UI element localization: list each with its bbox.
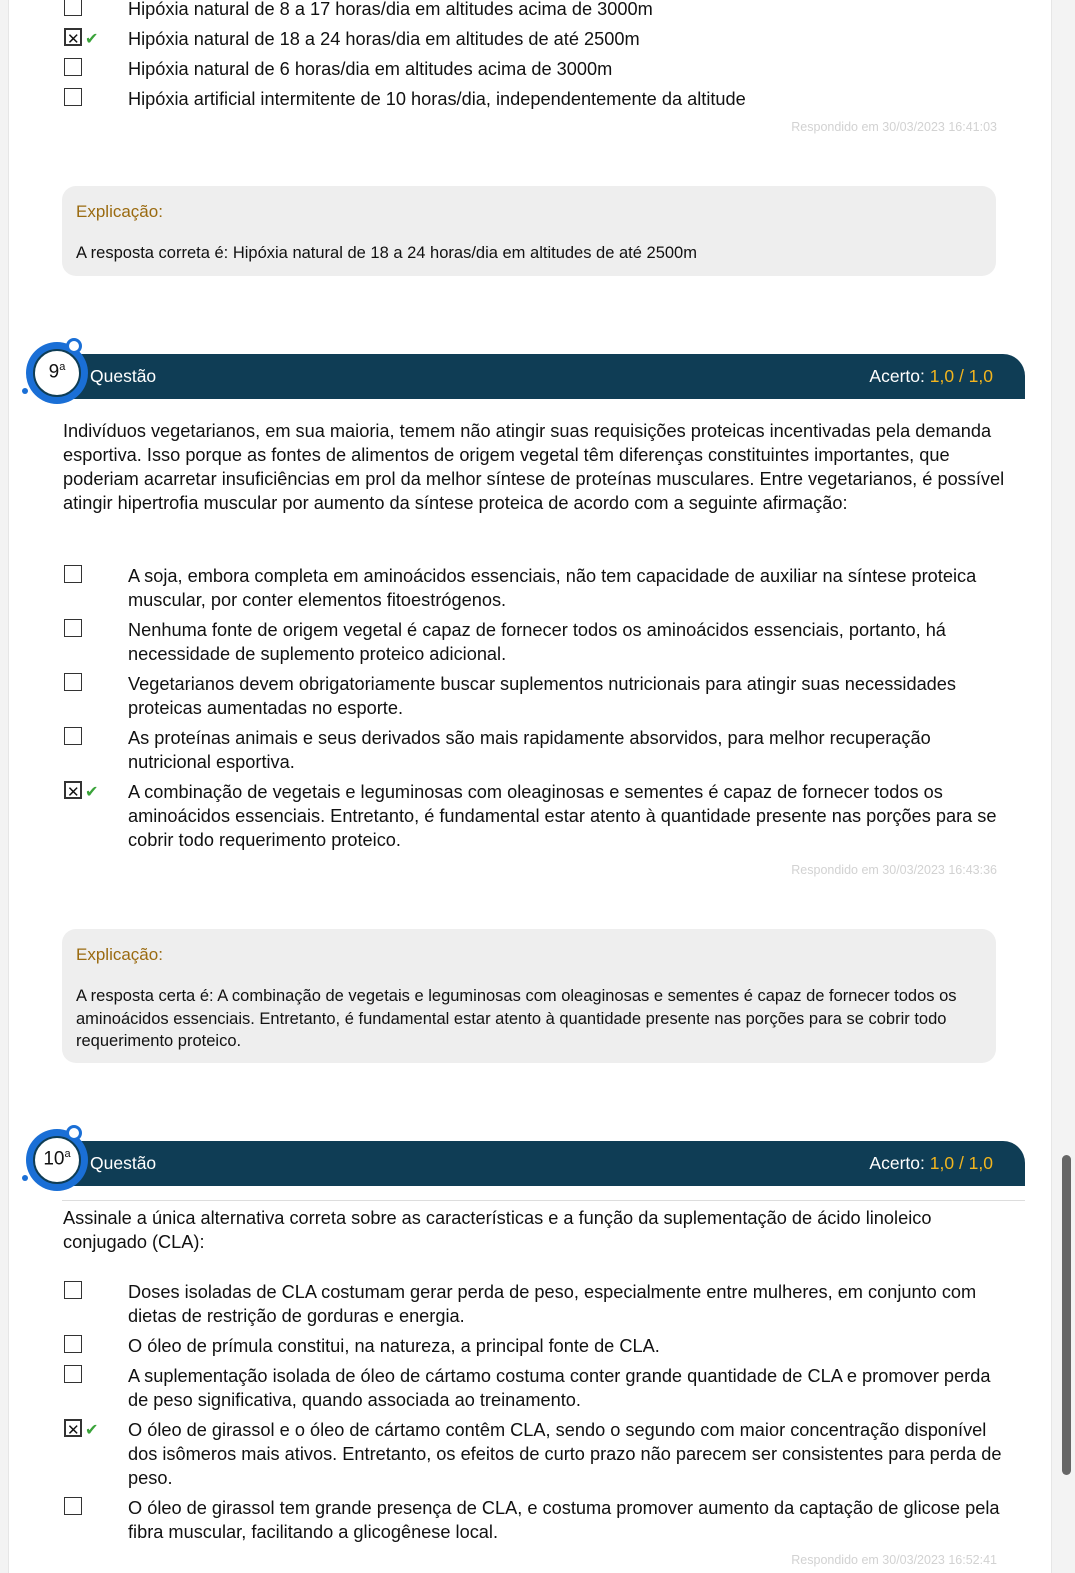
score-label: Acerto:: [869, 1153, 925, 1173]
checkbox[interactable]: [64, 619, 82, 637]
question-number: 10: [43, 1148, 65, 1170]
q10-option-4[interactable]: [55, 1418, 1015, 1490]
q9-question-text: Indivíduos vegetarianos, em sua maioria, temem não atingir suas requisições proteicas incentivadas pela demanda esportiva. Isso porque as fontes de alimentos de origem vegetal têm diferenças constituintes importantes, que poderiam acarretar insuficiências em prol da melhor síntese de proteínas musculares. Entre vegetarianos, é possível atingir hipertrofia muscular por aumento da síntese proteica de acordo com a seguinte afirmação:: [63, 421, 1005, 513]
q9-number-badge: [22, 338, 90, 406]
score-label: Acerto:: [869, 366, 925, 386]
answered-timestamp: Respondido em 30/03/2023 16:52:41: [791, 1553, 997, 1567]
vertical-scrollbar[interactable]: [1062, 1155, 1071, 1475]
ordinal: a: [59, 361, 66, 373]
q9-option-4[interactable]: [55, 726, 1015, 774]
option-text: Vegetarianos devem obrigatoriamente buscar suplementos nutricionais para atingir suas necessidades proteicas aumentadas no esporte.: [128, 674, 957, 718]
option-text: Nenhuma fonte de origem vegetal é capaz de fornecer todos os aminoácidos essenciais, portanto, há necessidade de suplemento proteico adicional.: [128, 620, 946, 664]
q9-option-5[interactable]: [55, 780, 1015, 852]
explanation-title: Explicação:: [76, 945, 163, 964]
q9-option-3[interactable]: [55, 672, 1015, 720]
checkbox[interactable]: [64, 58, 82, 76]
checkbox[interactable]: [64, 673, 82, 691]
checkbox[interactable]: [64, 1365, 82, 1383]
q10-number-badge: [22, 1125, 90, 1193]
option-text: Hipóxia natural de 6 horas/dia em altitudes acima de 3000m: [128, 59, 613, 79]
option-text: Doses isoladas de CLA costumam gerar perda de peso, especialmente entre mulheres, em conjunto com dietas de restrição de gorduras e energia.: [128, 1282, 977, 1326]
score-value: 1,0 / 1,0: [929, 1153, 993, 1173]
q8-option-1[interactable]: [55, 0, 1015, 21]
q10-option-3[interactable]: [55, 1364, 1015, 1412]
q9-options: [55, 564, 1015, 852]
green-check-icon: ✔: [85, 782, 99, 801]
checkbox[interactable]: [64, 727, 82, 745]
green-check-icon: ✔: [85, 29, 99, 48]
option-text: O óleo de girassol tem grande presença de CLA, e costuma promover aumento da captação de glicose pela fibra muscular, facilitando a glicogênese local.: [128, 1498, 1000, 1542]
x-box-icon[interactable]: [64, 1419, 82, 1437]
option-text: A soja, embora completa em aminoácidos essenciais, não tem capacidade de auxiliar na síntese proteica muscular, por conter elementos fitoestrógenos.: [128, 566, 977, 610]
score: [869, 1153, 993, 1174]
option-text: A combinação de vegetais e leguminosas com oleaginosas e sementes é capaz de fornecer todos os aminoácidos essenciais. Entretanto, é fundamental estar atento à quantidade presente nas porções para se cobrir todo requerimento proteico.: [128, 782, 997, 850]
q10-option-5[interactable]: [55, 1496, 1015, 1544]
explanation-title: Explicação:: [76, 202, 163, 221]
q10-option-1[interactable]: [55, 1280, 1015, 1328]
q9-header-bar: [42, 354, 1025, 399]
q10-options: [55, 1280, 1015, 1544]
option-text: As proteínas animais e seus derivados são mais rapidamente absorvidos, para melhor recuperação nutricional esportiva.: [128, 728, 931, 772]
question-number: 9: [48, 361, 60, 383]
option-text: Hipóxia artificial intermitente de 10 horas/dia, independentemente da altitude: [128, 89, 746, 109]
option-text: Hipóxia natural de 8 a 17 horas/dia em altitudes acima de 3000m: [128, 0, 653, 19]
option-text: A suplementação isolada de óleo de cártamo costuma conter grande quantidade de CLA e promover perda de peso significativa, quando associada ao treinamento.: [128, 1366, 991, 1410]
question-label: Questão: [90, 1153, 157, 1173]
q8-option-3[interactable]: [55, 57, 1015, 81]
ordinal: a: [64, 1148, 71, 1160]
answered-timestamp: Respondido em 30/03/2023 16:41:03: [791, 120, 997, 134]
x-box-icon[interactable]: [64, 28, 82, 46]
x-box-icon[interactable]: [64, 781, 82, 799]
option-text: Hipóxia natural de 18 a 24 horas/dia em altitudes de até 2500m: [128, 29, 640, 49]
q10-question-text: Assinale a única alternativa correta sobre as características e a função da suplementação de ácido linoleico conjugado (CLA):: [63, 1208, 932, 1252]
green-check-icon: ✔: [85, 1420, 99, 1439]
option-text: O óleo de girassol e o óleo de cártamo contêm CLA, sendo o segundo com maior concentração disponível dos isômeros mais ativos. Entretanto, os efeitos de curto prazo não parecem ser consistentes para perda de peso.: [128, 1420, 1002, 1488]
checkbox[interactable]: [64, 1281, 82, 1299]
q9-option-1[interactable]: [55, 564, 1015, 612]
q8-option-4[interactable]: [55, 87, 1015, 111]
explanation-text: A resposta correta é: Hipóxia natural de 18 a 24 horas/dia em altitudes de até 2500m: [76, 244, 697, 262]
checkbox[interactable]: [64, 88, 82, 106]
q10-header-bar: [42, 1141, 1025, 1186]
option-text: O óleo de prímula constitui, na natureza, a principal fonte de CLA.: [128, 1336, 660, 1356]
q8-option-2[interactable]: [55, 27, 1015, 51]
q10-option-2[interactable]: [55, 1334, 1015, 1358]
divider: [62, 1200, 1025, 1201]
checkbox[interactable]: [64, 0, 82, 16]
checkbox[interactable]: [64, 1335, 82, 1353]
answered-timestamp: Respondido em 30/03/2023 16:43:36: [791, 863, 997, 877]
q8-explanation: [62, 186, 996, 276]
checkbox[interactable]: [64, 565, 82, 583]
score: [869, 366, 993, 387]
q9-option-2[interactable]: [55, 618, 1015, 666]
score-value: 1,0 / 1,0: [929, 366, 993, 386]
explanation-text: A resposta certa é: A combinação de vegetais e leguminosas com oleaginosas e sementes é capaz de fornecer todos os aminoácidos essenciais. Entretanto, é fundamental estar atento à quantidade presente nas porções para se cobrir todo requerimento proteico.: [76, 987, 957, 1050]
q9-explanation: [62, 929, 996, 1063]
q8-options: [55, 0, 1015, 111]
question-label: Questão: [90, 366, 157, 386]
checkbox[interactable]: [64, 1497, 82, 1515]
